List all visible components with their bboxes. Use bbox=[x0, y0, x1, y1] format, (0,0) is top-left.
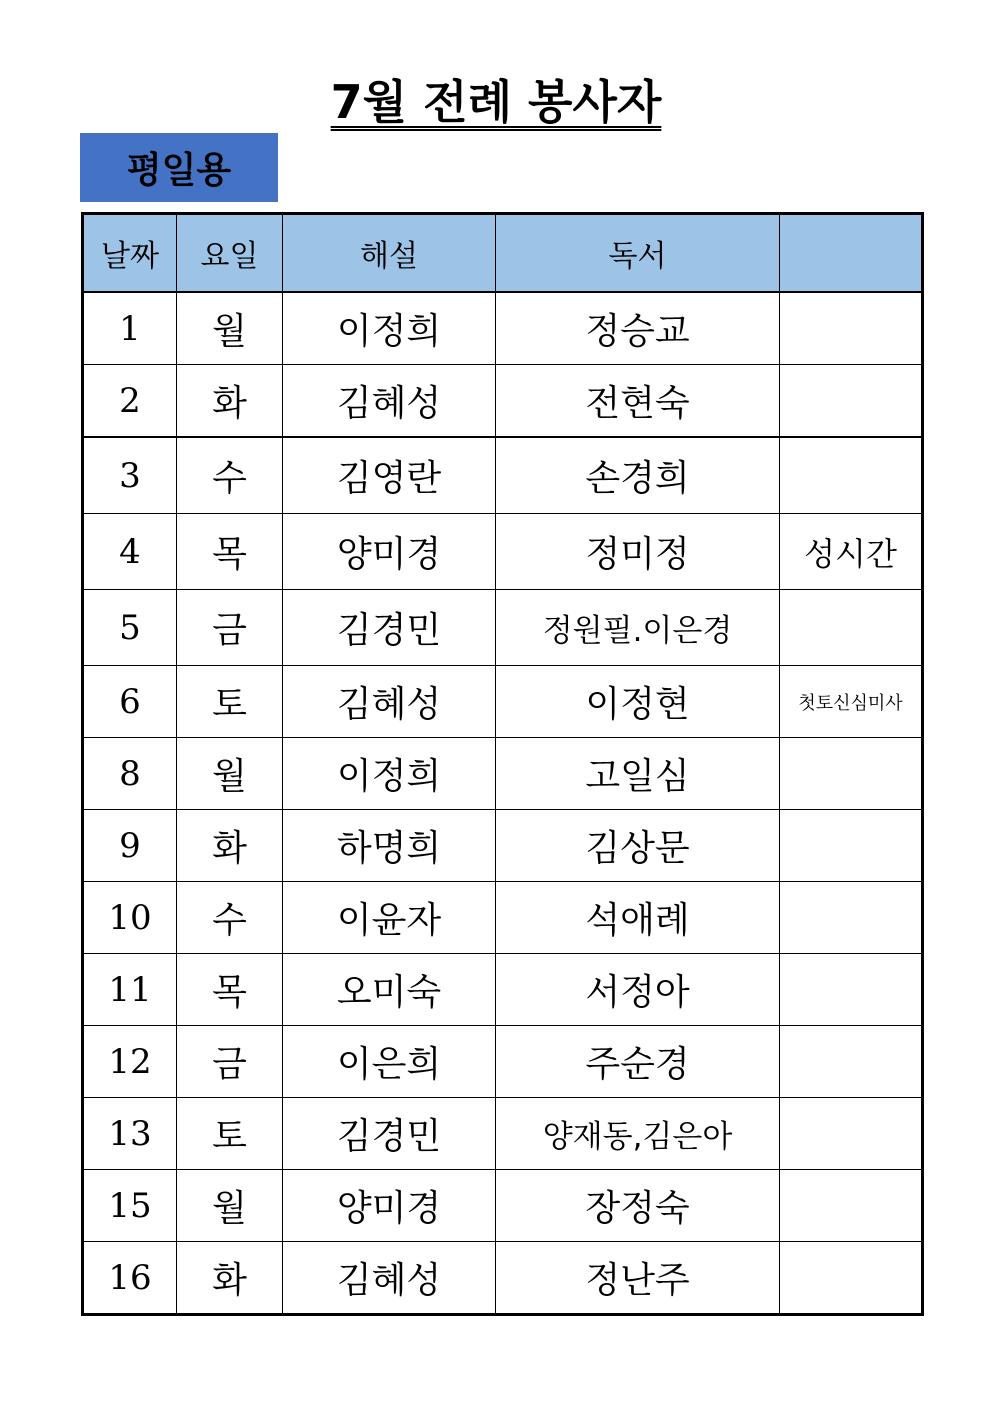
cell-commentary: 오미숙 bbox=[283, 954, 496, 1026]
cell-date: 8 bbox=[83, 738, 177, 810]
table-row bbox=[83, 954, 923, 1026]
cell-reading: 양재동,김은아 bbox=[496, 1098, 780, 1170]
cell-reading: 김상문 bbox=[496, 810, 780, 882]
cell-weekday: 금 bbox=[177, 1026, 283, 1098]
table-row bbox=[83, 514, 923, 590]
cell-note bbox=[780, 810, 923, 882]
cell-commentary: 하명희 bbox=[283, 810, 496, 882]
cell-note bbox=[780, 292, 923, 365]
table-row bbox=[83, 666, 923, 738]
cell-date: 4 bbox=[83, 514, 177, 590]
cell-commentary: 이정희 bbox=[283, 292, 496, 365]
cell-reading: 이정현 bbox=[496, 666, 780, 738]
cell-reading: 전현숙 bbox=[496, 365, 780, 438]
cell-note bbox=[780, 365, 923, 438]
cell-date: 2 bbox=[83, 365, 177, 438]
cell-reading: 정미정 bbox=[496, 514, 780, 590]
cell-commentary: 이윤자 bbox=[283, 882, 496, 954]
cell-note bbox=[780, 590, 923, 666]
cell-weekday: 월 bbox=[177, 738, 283, 810]
table-row bbox=[83, 1026, 923, 1098]
cell-date: 10 bbox=[83, 882, 177, 954]
cell-weekday: 수 bbox=[177, 882, 283, 954]
cell-commentary: 김혜성 bbox=[283, 1242, 496, 1315]
cell-weekday: 화 bbox=[177, 810, 283, 882]
page-title-text: 7월 전례 봉사자 bbox=[330, 75, 662, 129]
cell-weekday: 금 bbox=[177, 590, 283, 666]
weekday-badge: 평일용 bbox=[80, 133, 278, 202]
cell-weekday: 수 bbox=[177, 437, 283, 514]
cell-date: 6 bbox=[83, 666, 177, 738]
cell-weekday: 토 bbox=[177, 666, 283, 738]
cell-weekday: 화 bbox=[177, 365, 283, 438]
cell-date: 16 bbox=[83, 1242, 177, 1315]
table-header-row bbox=[83, 214, 923, 293]
cell-date: 13 bbox=[83, 1098, 177, 1170]
cell-commentary: 김영란 bbox=[283, 437, 496, 514]
header-reading: 독서 bbox=[496, 214, 780, 293]
cell-date: 5 bbox=[83, 590, 177, 666]
cell-note bbox=[780, 1026, 923, 1098]
cell-weekday: 화 bbox=[177, 1242, 283, 1315]
cell-commentary: 김혜성 bbox=[283, 365, 496, 438]
table-row bbox=[83, 590, 923, 666]
cell-weekday: 목 bbox=[177, 514, 283, 590]
cell-note bbox=[780, 954, 923, 1026]
cell-commentary: 이정희 bbox=[283, 738, 496, 810]
cell-reading: 주순경 bbox=[496, 1026, 780, 1098]
cell-note bbox=[780, 1170, 923, 1242]
cell-date: 15 bbox=[83, 1170, 177, 1242]
cell-commentary: 양미경 bbox=[283, 1170, 496, 1242]
table-row bbox=[83, 1098, 923, 1170]
table-row bbox=[83, 292, 923, 365]
table-row bbox=[83, 1170, 923, 1242]
header-weekday: 요일 bbox=[177, 214, 283, 293]
page-title bbox=[0, 70, 992, 134]
cell-reading: 장정숙 bbox=[496, 1170, 780, 1242]
cell-reading: 정난주 bbox=[496, 1242, 780, 1315]
cell-date: 3 bbox=[83, 437, 177, 514]
cell-reading: 서정아 bbox=[496, 954, 780, 1026]
cell-note bbox=[780, 1242, 923, 1315]
header-note bbox=[780, 214, 923, 293]
cell-date: 12 bbox=[83, 1026, 177, 1098]
cell-weekday: 월 bbox=[177, 292, 283, 365]
header-date: 날짜 bbox=[83, 214, 177, 293]
cell-note: 성시간 bbox=[780, 514, 923, 590]
cell-reading: 고일심 bbox=[496, 738, 780, 810]
cell-reading: 정원필.이은경 bbox=[496, 590, 780, 666]
cell-commentary: 이은희 bbox=[283, 1026, 496, 1098]
table-row bbox=[83, 1242, 923, 1315]
cell-note bbox=[780, 437, 923, 514]
table-row bbox=[83, 738, 923, 810]
table-row bbox=[83, 882, 923, 954]
cell-commentary: 양미경 bbox=[283, 514, 496, 590]
table-row bbox=[83, 810, 923, 882]
cell-commentary: 김경민 bbox=[283, 590, 496, 666]
cell-date: 9 bbox=[83, 810, 177, 882]
cell-weekday: 토 bbox=[177, 1098, 283, 1170]
cell-date: 1 bbox=[83, 292, 177, 365]
table-row bbox=[83, 365, 923, 438]
cell-reading: 석애례 bbox=[496, 882, 780, 954]
cell-reading: 손경희 bbox=[496, 437, 780, 514]
header-commentary: 해설 bbox=[283, 214, 496, 293]
cell-note bbox=[780, 882, 923, 954]
cell-reading: 정승교 bbox=[496, 292, 780, 365]
cell-note bbox=[780, 1098, 923, 1170]
table-row bbox=[83, 437, 923, 514]
cell-commentary: 김혜성 bbox=[283, 666, 496, 738]
cell-note bbox=[780, 738, 923, 810]
cell-weekday: 목 bbox=[177, 954, 283, 1026]
cell-weekday: 월 bbox=[177, 1170, 283, 1242]
cell-commentary: 김경민 bbox=[283, 1098, 496, 1170]
cell-date: 11 bbox=[83, 954, 177, 1026]
schedule-table bbox=[81, 212, 924, 1316]
cell-note: 첫토신심미사 bbox=[780, 666, 923, 738]
